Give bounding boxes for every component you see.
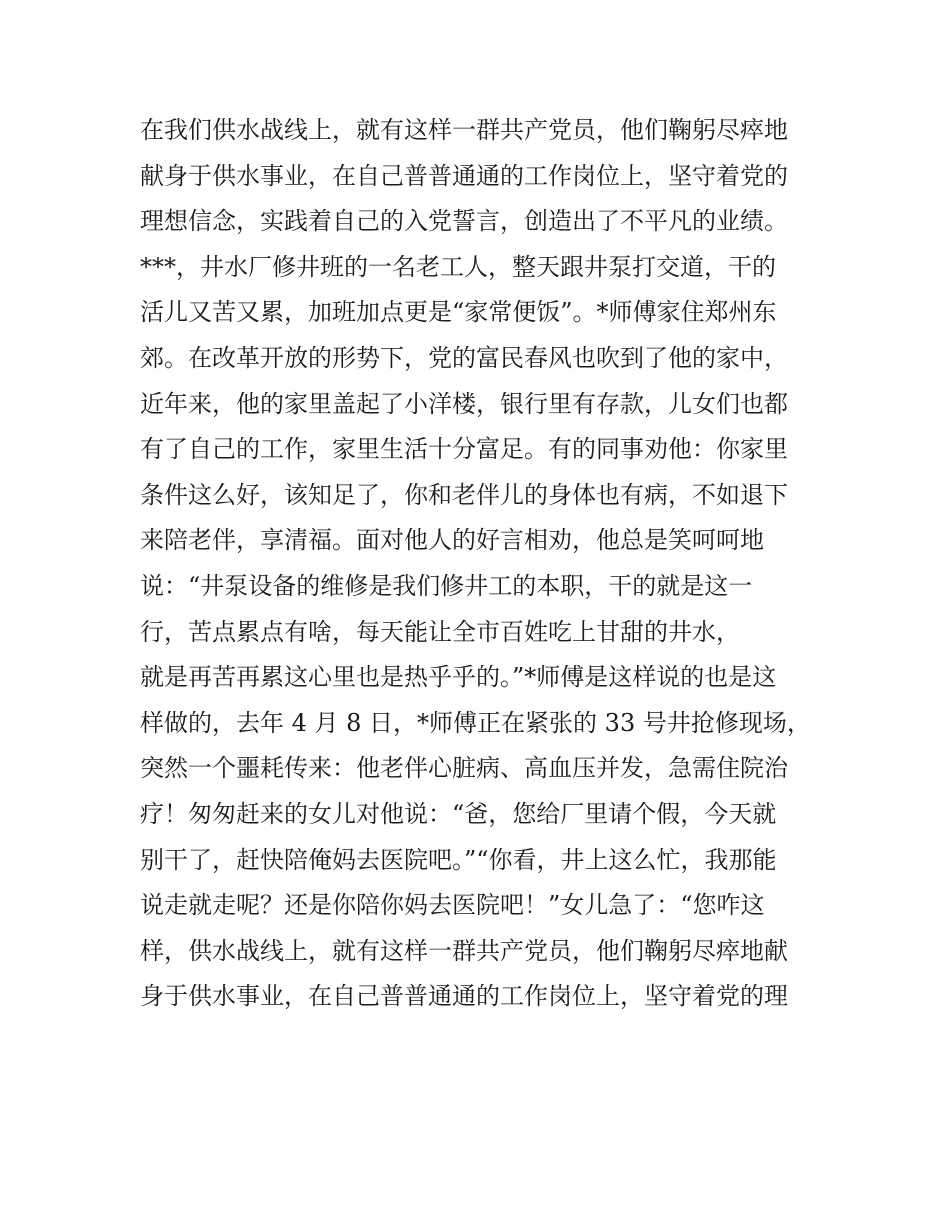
text-line: 样，供水战线上，就有这样一群共产党员，他们鞠躬尽瘁地献 bbox=[140, 936, 788, 965]
text-line: 行，苦点累点有啥，每天能让全市百姓吃上甘甜的井水， bbox=[140, 617, 740, 646]
text-line: 理想信念，实践着自己的入党誓言，创造出了不平凡的业绩。 bbox=[140, 207, 788, 236]
text-line: 突然一个噩耗传来：他老伴心脏病、高血压并发，急需住院治 bbox=[140, 754, 788, 783]
text-line: 在我们供水战线上，就有这样一群共产党员，他们鞠躬尽瘁地 bbox=[140, 116, 788, 144]
text-line: 样做的，去年 4 月 8 日，*师傅正在紧张的 33 号井抢修现场， bbox=[140, 708, 811, 737]
text-line: 说走就走呢？还是你陪你妈去医院吧！”女儿急了：“您咋这 bbox=[140, 891, 765, 920]
text-line: 近年来，他的家里盖起了小洋楼，银行里有存款，儿女们也都 bbox=[140, 389, 788, 418]
text-line: 别干了，赶快陪俺妈去医院吧。”“你看，井上这么忙，我那能 bbox=[140, 845, 777, 874]
text-line: 有了自己的工作，家里生活十分富足。有的同事劝他：你家里 bbox=[140, 435, 788, 464]
text-line: 献身于供水事业，在自己普普通通的工作岗位上，坚守着党的 bbox=[140, 161, 788, 190]
text-line: 说：“井泵设备的维修是我们修井工的本职，干的就是这一 bbox=[140, 571, 753, 600]
text-line: 来陪老伴，享清福。面对他人的好言相劝，他总是笑呵呵地 bbox=[140, 526, 764, 555]
text-line: 条件这么好，该知足了，你和老伴儿的身体也有病，不如退下 bbox=[140, 480, 788, 509]
body-text bbox=[140, 108, 820, 1020]
text-line: 身于供水事业，在自己普普通通的工作岗位上，坚守着党的理 bbox=[140, 982, 788, 1011]
text-line: 疗！匆匆赶来的女儿对他说：“爸，您给厂里请个假，今天就 bbox=[140, 799, 777, 828]
text-line: 活儿又苦又累，加班加点更是“家常便饭”。*师傅家住郑州东 bbox=[140, 298, 777, 327]
text-line: ***，井水厂修井班的一名老工人，整天跟井泵打交道，干的 bbox=[140, 252, 776, 281]
text-line: 郊。在改革开放的形势下，党的富民春风也吹到了他的家中， bbox=[140, 343, 788, 372]
text-line: 就是再苦再累这心里也是热乎乎的。”*师傅是这样说的也是这 bbox=[140, 663, 777, 692]
